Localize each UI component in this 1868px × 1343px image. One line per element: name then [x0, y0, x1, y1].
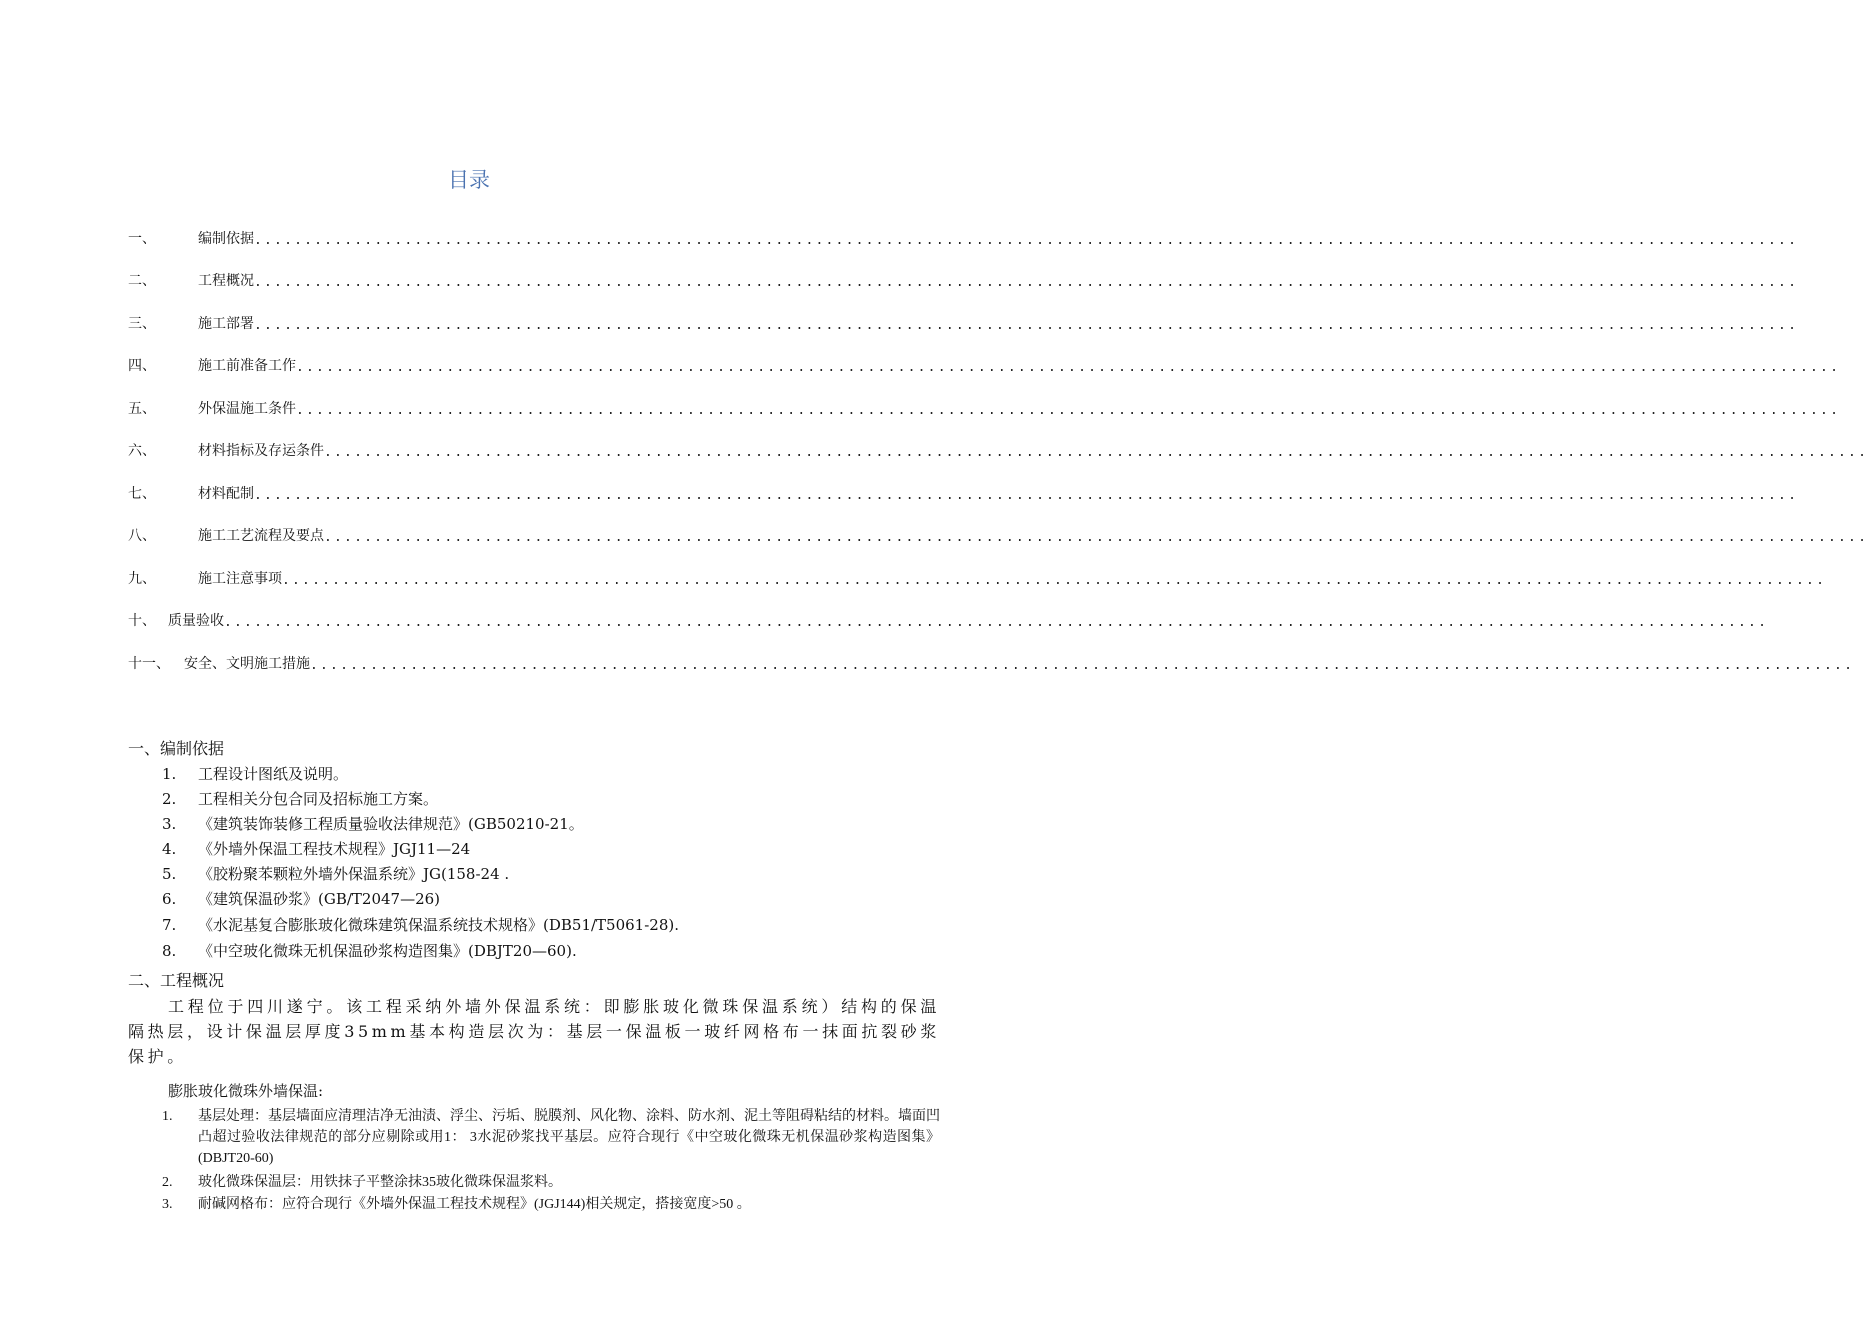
toc-entry-label: 施工前准备工作 [198, 358, 296, 374]
section-2-paragraph: 工程位于四川遂宁。该工程采纳外墙外保温系统：即膨胀玻化微珠保温系统）结构的保温隔热层，设计保温层厚度35mm基本构造层次为：基层一保温板一玻纤网格布一抹面抗裂砂浆保护。 [128, 997, 940, 1066]
toc-leader-dots: .......................................................................................................................................................... [254, 488, 1799, 503]
toc-entry[interactable] [128, 483, 1799, 503]
list-item-number: 7. [162, 916, 177, 934]
toc-entry[interactable] [128, 568, 1827, 588]
list-item [162, 788, 438, 809]
list-item [162, 813, 584, 834]
toc-entry-number: 八、 [128, 528, 156, 544]
toc-entry-label: 材料指标及存运条件 [198, 443, 324, 459]
toc-entry-label: 工程概况 [198, 273, 254, 289]
section-2-heading: 二、工程概况 [128, 971, 225, 990]
list-item-number: 2. [162, 1175, 173, 1190]
toc-entry-label: 安全、文明施工措施 [184, 656, 310, 672]
toc-entry-label: 质量验收 [168, 613, 224, 629]
list-item [162, 888, 440, 909]
toc-leader-dots: .......................................................................................................................................................... [324, 445, 1868, 460]
list-item-text: 玻化微珠保温层：用铁抹子平整涂抹35玻化微珠保温浆料。 [198, 1175, 562, 1190]
section-2-subheading: 膨胀玻化微珠外墙保温: [168, 1082, 324, 1100]
toc-entry[interactable] [128, 355, 1841, 375]
list-item-number: 3. [162, 1197, 173, 1212]
toc-leader-dots: .......................................................................................................................................................... [310, 658, 1855, 673]
toc-leader-dots: .......................................................................................................................................................... [254, 233, 1799, 248]
list-item-text: 工程相关分包合同及招标施工方案。 [198, 790, 439, 808]
toc-entry-label: 外保温施工条件 [198, 401, 296, 417]
toc-entry-number: 三、 [128, 316, 156, 332]
list-item-text: 基层处理：基层墙面应清理洁净无油渍、浮尘、污垢、脱膜剂、风化物、涂料、防水剂、泥土等阻碍粘结的材料。墙面凹凸超过验收法律规范的部分应剔除或用1： 3水泥砂浆找平基层。应符合现行《中空玻化微珠无机保温砂浆构造图集》(DBJT20-60) [198, 1109, 940, 1166]
list-item-text: 《胶粉聚苯颗粒外墙外保温系统》JG(158-24 . [198, 865, 510, 883]
toc-entry-label: 施工注意事项 [198, 571, 282, 587]
section-1-heading: 一、编制依据 [128, 739, 225, 758]
toc-entry-number: 九、 [128, 571, 156, 587]
toc-entry-number: 五、 [128, 401, 156, 417]
list-item-number: 8. [162, 942, 177, 960]
toc-leader-dots: .......................................................................................................................................................... [224, 615, 1769, 630]
list-item-number: 2. [162, 790, 177, 808]
toc-entry-number: 四、 [128, 358, 156, 374]
toc-entry[interactable] [128, 440, 1868, 460]
toc-entry-number: 六、 [128, 443, 156, 459]
toc-leader-dots: .......................................................................................................................................................... [324, 530, 1868, 545]
toc-title: 目录 [448, 168, 490, 192]
toc-entry[interactable] [128, 228, 1799, 248]
toc-entry-number: 二、 [128, 273, 156, 289]
toc-leader-dots: .......................................................................................................................................................... [282, 573, 1827, 588]
toc-entry[interactable] [128, 653, 1855, 673]
list-item-number: 1. [162, 765, 177, 783]
list-item [162, 763, 348, 784]
list-item-text: 工程设计图纸及说明。 [198, 765, 349, 783]
list-item-text: 《水泥基复合膨胀玻化微珠建筑保温系统技术规格》(DB51/T5061-28). [198, 916, 679, 934]
toc-leader-dots: .......................................................................................................................................................... [296, 360, 1841, 375]
toc-entry[interactable] [128, 313, 1799, 333]
list-item-number: 1. [162, 1109, 173, 1124]
toc-entry[interactable] [128, 610, 1769, 630]
toc-entry-number: 七、 [128, 486, 156, 502]
list-item [162, 838, 470, 859]
toc-entry[interactable] [128, 270, 1799, 290]
toc-entry[interactable] [128, 525, 1868, 545]
toc-leader-dots: .......................................................................................................................................................... [254, 275, 1799, 290]
list-item-number: 4. [162, 840, 177, 858]
toc-entry-label: 施工部署 [198, 316, 254, 332]
list-item [162, 940, 577, 961]
toc-entry-label: 编制依据 [198, 231, 254, 247]
list-item-text: 《中空玻化微珠无机保温砂浆构造图集》(DBJT20—60). [198, 942, 577, 960]
list-item-text: 耐碱网格布：应符合现行《外墙外保温工程技术规程》(JGJ144)相关规定，搭接宽度>50 。 [198, 1197, 751, 1212]
list-item [162, 863, 509, 884]
toc-leader-dots: .......................................................................................................................................................... [254, 318, 1799, 333]
toc-entry-label: 施工工艺流程及要点 [198, 528, 324, 544]
toc-entry-number: 十、 [128, 613, 156, 629]
toc-entry-number: 十一、 [128, 656, 170, 672]
list-item-number: 6. [162, 890, 177, 908]
list-item-text: 《外墙外保温工程技术规程》JGJ11—24 [198, 840, 471, 858]
toc-entry-number: 一、 [128, 231, 156, 247]
list-item-text: 《建筑保温砂浆》(GB/T2047—26) [198, 890, 441, 908]
list-item-number: 5. [162, 865, 177, 883]
list-item-text: 《建筑装饰装修工程质量验收法律规范》(GB50210-21。 [198, 815, 584, 833]
toc-entry-label: 材料配制 [198, 486, 254, 502]
list-item [162, 914, 679, 935]
toc-entry[interactable] [128, 398, 1841, 418]
toc-leader-dots: .......................................................................................................................................................... [296, 403, 1841, 418]
list-item-number: 3. [162, 815, 177, 833]
